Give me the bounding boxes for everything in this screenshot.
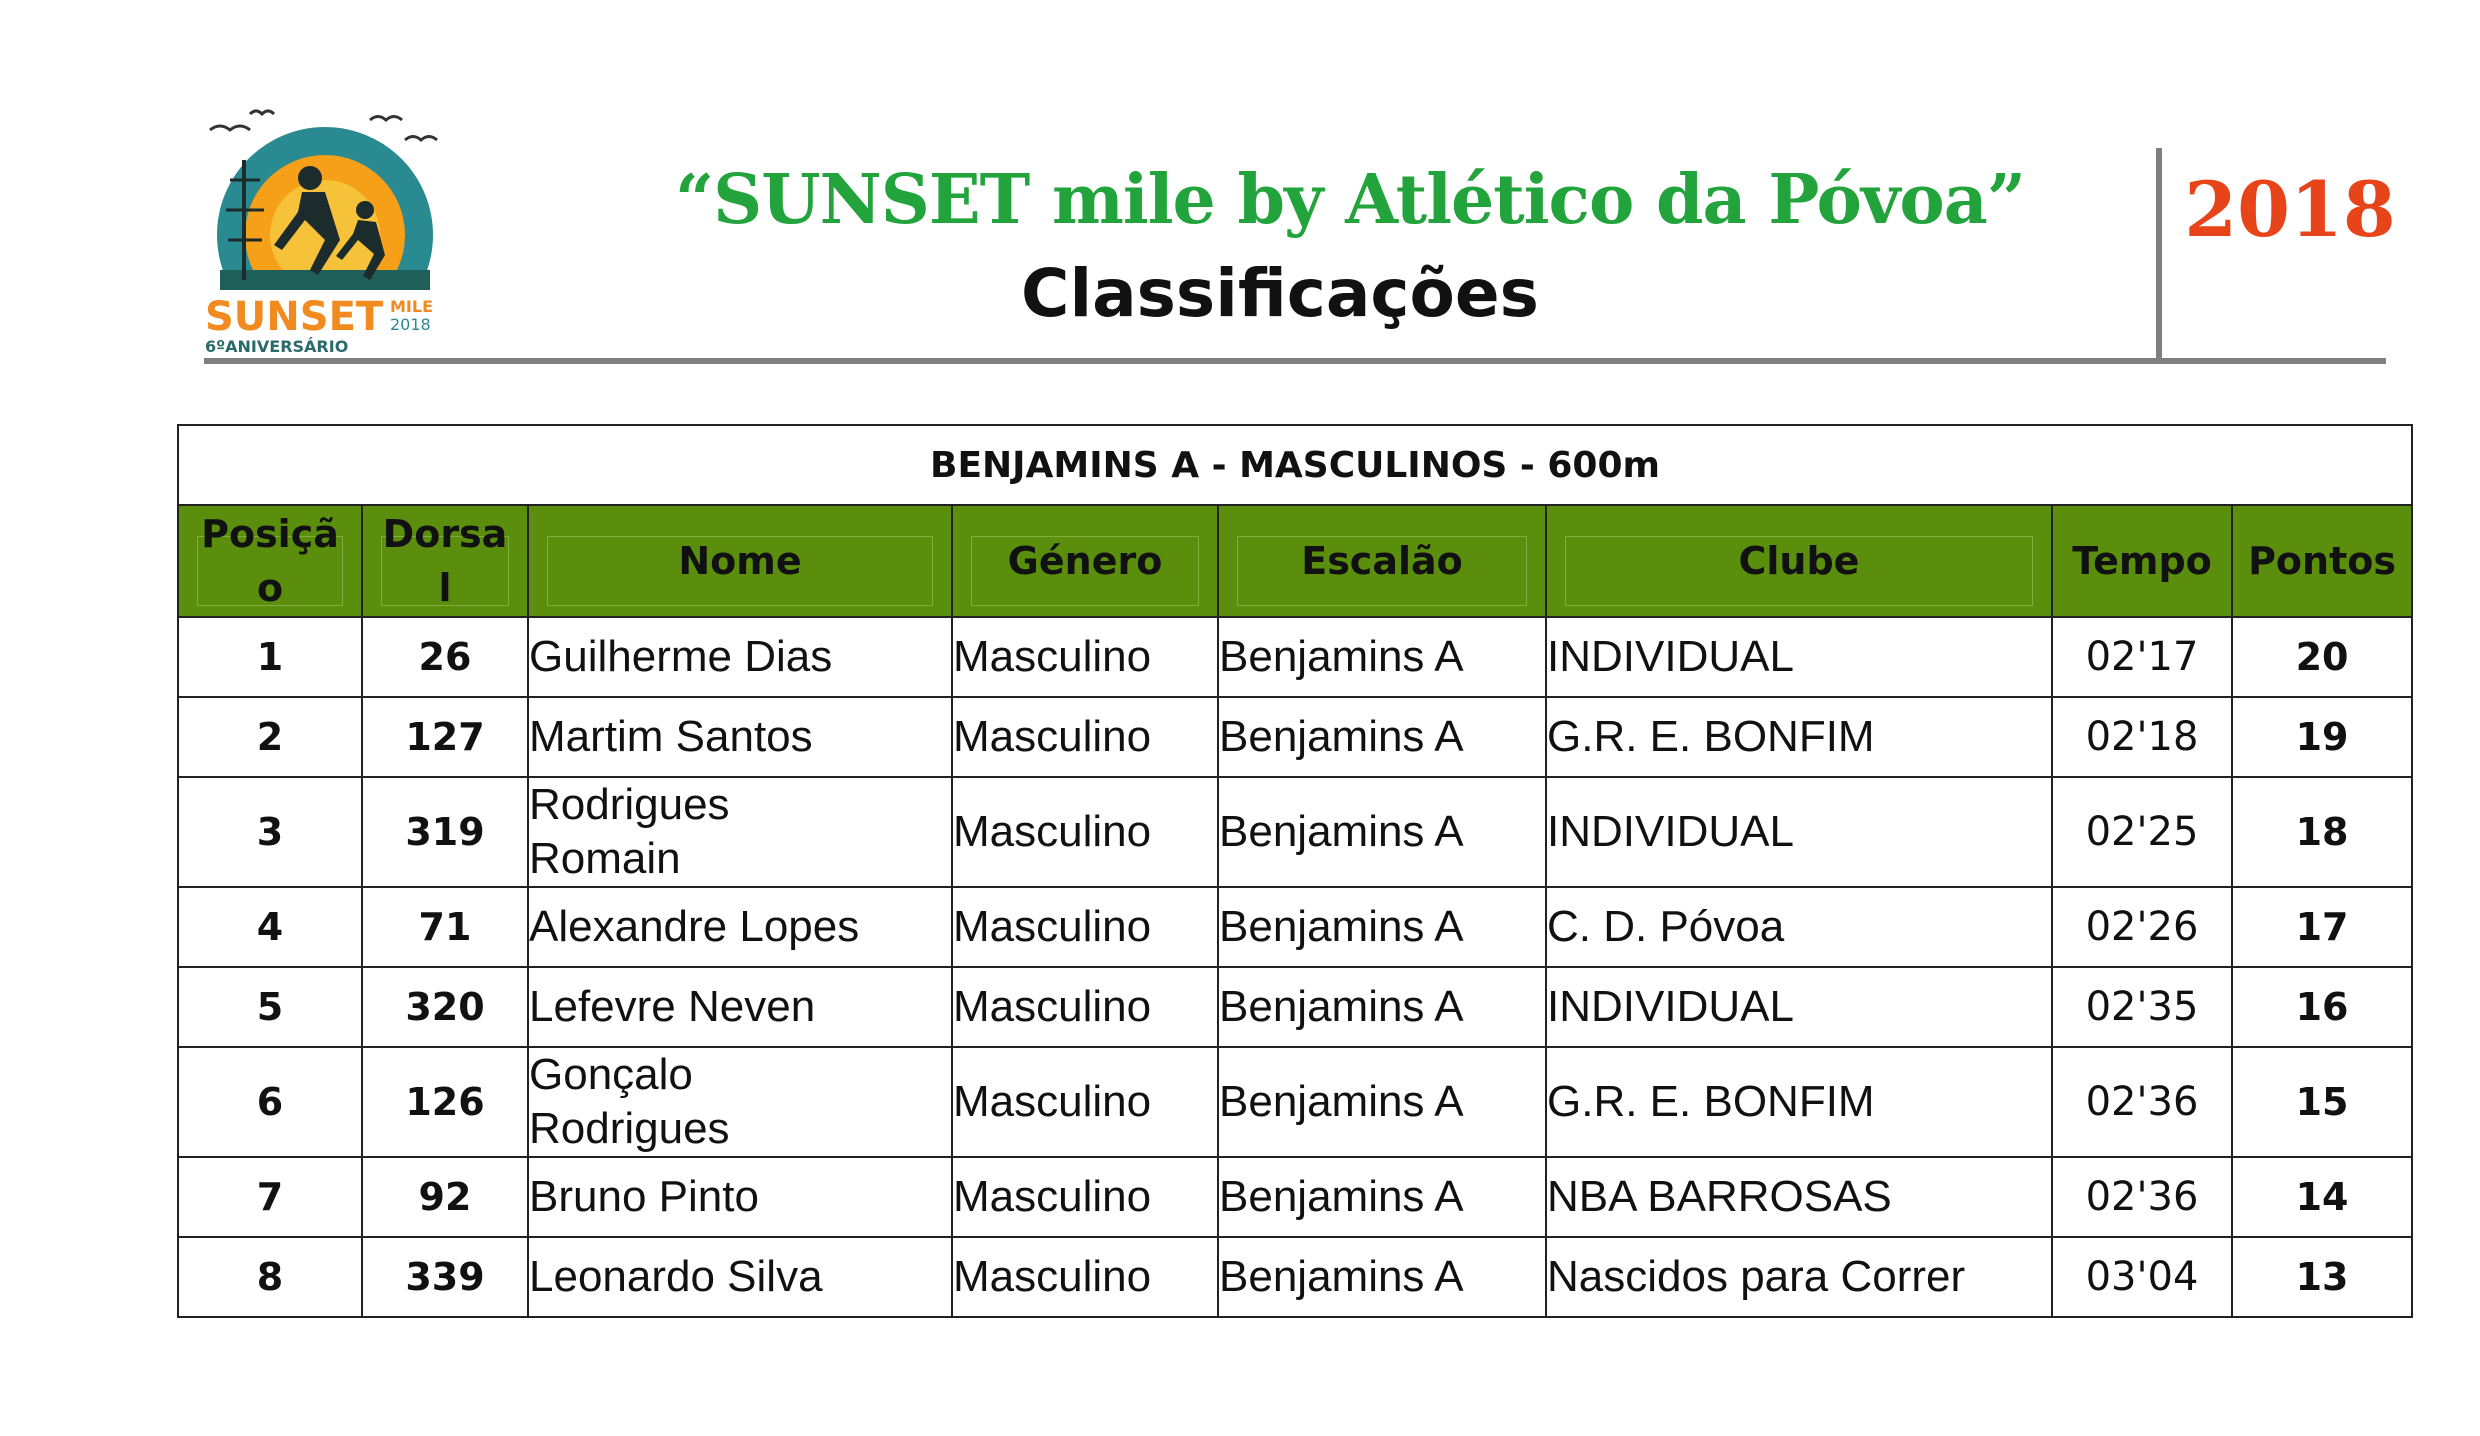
cell-dorsal: 92 bbox=[362, 1157, 528, 1237]
cell-nome: Martim Santos bbox=[528, 697, 952, 777]
cell-genero: Masculino bbox=[952, 1047, 1218, 1157]
cell-posicao: 2 bbox=[178, 697, 362, 777]
table-row bbox=[178, 1237, 2412, 1317]
cell-clube: NBA BARROSAS bbox=[1546, 1157, 2052, 1237]
col-header-clube bbox=[1546, 505, 2052, 617]
cell-nome: Gonçalo Rodrigues bbox=[528, 1047, 952, 1157]
cell-dorsal: 126 bbox=[362, 1047, 528, 1157]
svg-text:SUNSET: SUNSET bbox=[205, 294, 384, 340]
cell-posicao: 8 bbox=[178, 1237, 362, 1317]
col-header-nome bbox=[528, 505, 952, 617]
cell-clube: G.R. E. BONFIM bbox=[1546, 1047, 2052, 1157]
col-header-nome-label: Nome bbox=[678, 539, 802, 583]
cell-escalao: Benjamins A bbox=[1218, 617, 1546, 697]
cell-genero: Masculino bbox=[952, 887, 1218, 967]
table-row bbox=[178, 697, 2412, 777]
col-header-tempo bbox=[2052, 505, 2232, 617]
cell-dorsal: 26 bbox=[362, 617, 528, 697]
svg-text:MILE: MILE bbox=[390, 297, 433, 316]
cell-pontos: 13 bbox=[2232, 1237, 2412, 1317]
cell-tempo: 02'36 bbox=[2052, 1157, 2232, 1237]
col-header-clube-label: Clube bbox=[1738, 539, 1860, 583]
cell-genero: Masculino bbox=[952, 967, 1218, 1047]
cell-nome: Lefevre Neven bbox=[528, 967, 952, 1047]
cell-escalao: Benjamins A bbox=[1218, 697, 1546, 777]
col-header-posicao-line2: o bbox=[256, 566, 284, 610]
table-row bbox=[178, 967, 2412, 1047]
table-header-row bbox=[178, 505, 2412, 617]
cell-tempo: 02'26 bbox=[2052, 887, 2232, 967]
cell-pontos: 19 bbox=[2232, 697, 2412, 777]
cell-tempo: 02'25 bbox=[2052, 777, 2232, 887]
cell-genero: Masculino bbox=[952, 1237, 1218, 1317]
page-subtitle: Classificações bbox=[1021, 255, 1539, 332]
col-header-pontos-label: Pontos bbox=[2248, 539, 2396, 583]
cell-dorsal: 319 bbox=[362, 777, 528, 887]
cell-clube: INDIVIDUAL bbox=[1546, 777, 2052, 887]
cell-genero: Masculino bbox=[952, 617, 1218, 697]
cell-dorsal: 127 bbox=[362, 697, 528, 777]
cell-posicao: 6 bbox=[178, 1047, 362, 1157]
cell-pontos: 16 bbox=[2232, 967, 2412, 1047]
cell-pontos: 14 bbox=[2232, 1157, 2412, 1237]
col-header-pontos bbox=[2232, 505, 2412, 617]
col-header-genero-label: Género bbox=[1007, 539, 1163, 583]
cell-dorsal: 320 bbox=[362, 967, 528, 1047]
cell-tempo: 02'36 bbox=[2052, 1047, 2232, 1157]
cell-pontos: 20 bbox=[2232, 617, 2412, 697]
cell-clube: Nascidos para Correr bbox=[1546, 1237, 2052, 1317]
table-row bbox=[178, 887, 2412, 967]
cell-posicao: 7 bbox=[178, 1157, 362, 1237]
col-header-escalao bbox=[1218, 505, 1546, 617]
cell-nome: Alexandre Lopes bbox=[528, 887, 952, 967]
cell-dorsal: 71 bbox=[362, 887, 528, 967]
col-header-dorsal-line2: l bbox=[438, 566, 452, 610]
cell-posicao: 3 bbox=[178, 777, 362, 887]
cell-escalao: Benjamins A bbox=[1218, 777, 1546, 887]
cell-clube: INDIVIDUAL bbox=[1546, 967, 2052, 1047]
cell-tempo: 02'18 bbox=[2052, 697, 2232, 777]
cell-tempo: 03'04 bbox=[2052, 1237, 2232, 1317]
cell-genero: Masculino bbox=[952, 697, 1218, 777]
cell-pontos: 18 bbox=[2232, 777, 2412, 887]
cell-nome: Guilherme Dias bbox=[528, 617, 952, 697]
cell-nome: Leonardo Silva bbox=[528, 1237, 952, 1317]
col-header-dorsal bbox=[362, 505, 528, 617]
cell-genero: Masculino bbox=[952, 1157, 1218, 1237]
header-horizontal-divider bbox=[204, 358, 2386, 364]
col-header-dorsal-line1: Dorsa bbox=[382, 512, 508, 556]
header-vertical-divider bbox=[2156, 148, 2162, 358]
cell-posicao: 1 bbox=[178, 617, 362, 697]
table-row bbox=[178, 617, 2412, 697]
event-logo bbox=[190, 100, 460, 360]
table-row bbox=[178, 777, 2412, 887]
col-header-posicao bbox=[178, 505, 362, 617]
col-header-genero bbox=[952, 505, 1218, 617]
cell-clube: G.R. E. BONFIM bbox=[1546, 697, 2052, 777]
svg-text:2018: 2018 bbox=[390, 315, 431, 334]
cell-clube: C. D. Póvoa bbox=[1546, 887, 2052, 967]
col-header-escalao-label: Escalão bbox=[1301, 539, 1463, 583]
cell-clube: INDIVIDUAL bbox=[1546, 617, 2052, 697]
cell-escalao: Benjamins A bbox=[1218, 1047, 1546, 1157]
svg-text:6ºANIVERSÁRIO: 6ºANIVERSÁRIO bbox=[205, 337, 349, 356]
results-table bbox=[177, 424, 2413, 1318]
cell-escalao: Benjamins A bbox=[1218, 1237, 1546, 1317]
event-year: 2018 bbox=[2184, 165, 2396, 254]
cell-nome: Bruno Pinto bbox=[528, 1157, 952, 1237]
sunset-runners-logo-icon bbox=[190, 100, 460, 360]
cell-posicao: 4 bbox=[178, 887, 362, 967]
cell-tempo: 02'35 bbox=[2052, 967, 2232, 1047]
cell-escalao: Benjamins A bbox=[1218, 887, 1546, 967]
cell-escalao: Benjamins A bbox=[1218, 1157, 1546, 1237]
cell-escalao: Benjamins A bbox=[1218, 967, 1546, 1047]
table-row bbox=[178, 1047, 2412, 1157]
cell-genero: Masculino bbox=[952, 777, 1218, 887]
col-header-posicao-line1: Posiçã bbox=[201, 512, 339, 556]
cell-dorsal: 339 bbox=[362, 1237, 528, 1317]
event-title: “SUNSET mile by Atlético da Póvoa” bbox=[675, 160, 2025, 240]
table-row bbox=[178, 1157, 2412, 1237]
cell-pontos: 17 bbox=[2232, 887, 2412, 967]
cell-pontos: 15 bbox=[2232, 1047, 2412, 1157]
table-caption: BENJAMINS A - MASCULINOS - 600m bbox=[178, 425, 2412, 505]
cell-posicao: 5 bbox=[178, 967, 362, 1047]
col-header-tempo-label: Tempo bbox=[2072, 539, 2212, 583]
cell-tempo: 02'17 bbox=[2052, 617, 2232, 697]
cell-nome: Rodrigues Romain bbox=[528, 777, 952, 887]
